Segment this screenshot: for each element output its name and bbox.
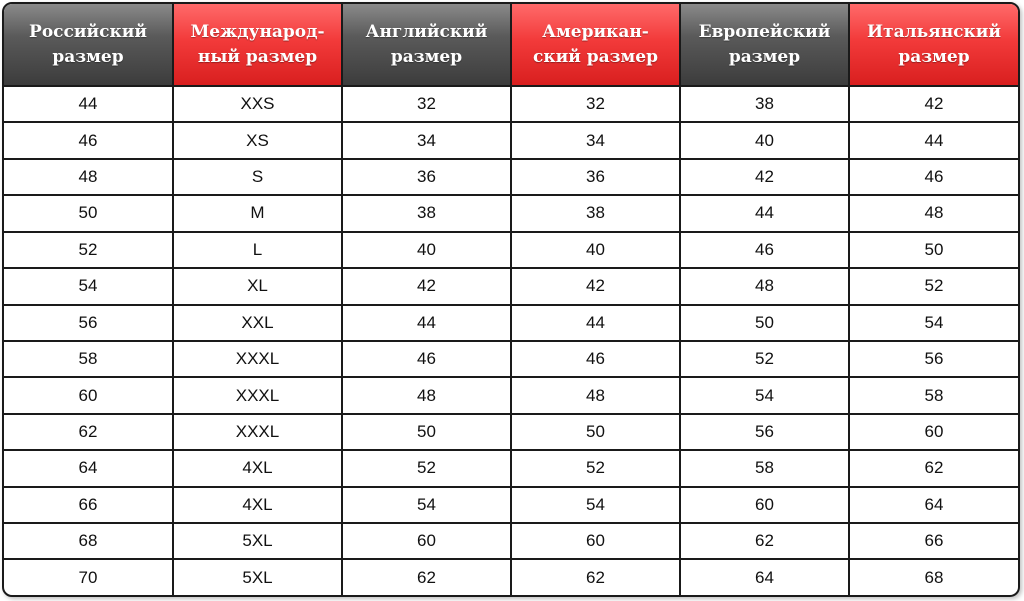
cell-italian: 58: [849, 377, 1018, 413]
cell-russian: 66: [4, 487, 173, 523]
table-row: [4, 122, 1018, 158]
cell-italian: 64: [849, 487, 1018, 523]
cell-american: 54: [511, 487, 680, 523]
cell-italian: 48: [849, 195, 1018, 231]
cell-italian: 52: [849, 268, 1018, 304]
cell-european: 64: [680, 559, 849, 595]
cell-english: 34: [342, 122, 511, 158]
cell-european: 42: [680, 159, 849, 195]
cell-european: 44: [680, 195, 849, 231]
size-chart-frame: [2, 2, 1020, 597]
cell-russian: 60: [4, 377, 173, 413]
cell-international: XS: [173, 122, 342, 158]
cell-european: 60: [680, 487, 849, 523]
cell-international: XXXL: [173, 414, 342, 450]
cell-english: 62: [342, 559, 511, 595]
cell-english: 48: [342, 377, 511, 413]
table-row: [4, 450, 1018, 486]
cell-american: 52: [511, 450, 680, 486]
cell-international: 5XL: [173, 559, 342, 595]
cell-italian: 42: [849, 86, 1018, 122]
cell-english: 52: [342, 450, 511, 486]
table-row: [4, 305, 1018, 341]
cell-italian: 44: [849, 122, 1018, 158]
table-row: [4, 232, 1018, 268]
cell-russian: 54: [4, 268, 173, 304]
cell-american: 32: [511, 86, 680, 122]
table-row: [4, 341, 1018, 377]
cell-russian: 56: [4, 305, 173, 341]
size-conversion-table: [4, 4, 1018, 595]
table-row: [4, 86, 1018, 122]
cell-russian: 48: [4, 159, 173, 195]
header-italian-size: Итальянский размер: [849, 4, 1018, 86]
cell-european: 54: [680, 377, 849, 413]
cell-international: XXS: [173, 86, 342, 122]
cell-european: 58: [680, 450, 849, 486]
header-english-size: Английский размер: [342, 4, 511, 86]
header-european-size: Европейский размер: [680, 4, 849, 86]
cell-russian: 62: [4, 414, 173, 450]
table-row: [4, 523, 1018, 559]
cell-international: L: [173, 232, 342, 268]
cell-american: 36: [511, 159, 680, 195]
cell-russian: 46: [4, 122, 173, 158]
cell-american: 40: [511, 232, 680, 268]
cell-international: XXXL: [173, 341, 342, 377]
cell-english: 44: [342, 305, 511, 341]
cell-english: 38: [342, 195, 511, 231]
cell-international: 5XL: [173, 523, 342, 559]
cell-european: 46: [680, 232, 849, 268]
cell-international: 4XL: [173, 487, 342, 523]
cell-english: 32: [342, 86, 511, 122]
cell-american: 50: [511, 414, 680, 450]
cell-russian: 50: [4, 195, 173, 231]
header-american-size: Американ- ский размер: [511, 4, 680, 86]
cell-international: XXL: [173, 305, 342, 341]
cell-european: 50: [680, 305, 849, 341]
table-row: [4, 195, 1018, 231]
cell-european: 38: [680, 86, 849, 122]
cell-american: 42: [511, 268, 680, 304]
table-row: [4, 559, 1018, 595]
cell-american: 46: [511, 341, 680, 377]
cell-american: 34: [511, 122, 680, 158]
cell-english: 40: [342, 232, 511, 268]
cell-international: 4XL: [173, 450, 342, 486]
cell-italian: 50: [849, 232, 1018, 268]
cell-russian: 52: [4, 232, 173, 268]
table-body: [4, 86, 1018, 595]
cell-international: XXXL: [173, 377, 342, 413]
cell-russian: 58: [4, 341, 173, 377]
cell-european: 48: [680, 268, 849, 304]
cell-european: 62: [680, 523, 849, 559]
table-row: [4, 268, 1018, 304]
table-row: [4, 159, 1018, 195]
cell-russian: 44: [4, 86, 173, 122]
cell-american: 62: [511, 559, 680, 595]
cell-english: 46: [342, 341, 511, 377]
cell-russian: 68: [4, 523, 173, 559]
cell-italian: 60: [849, 414, 1018, 450]
header-russian-size: Российский размер: [4, 4, 173, 86]
cell-italian: 62: [849, 450, 1018, 486]
cell-russian: 70: [4, 559, 173, 595]
cell-english: 42: [342, 268, 511, 304]
cell-russian: 64: [4, 450, 173, 486]
cell-european: 52: [680, 341, 849, 377]
cell-american: 60: [511, 523, 680, 559]
cell-italian: 56: [849, 341, 1018, 377]
table-row: [4, 414, 1018, 450]
table-row: [4, 377, 1018, 413]
cell-english: 60: [342, 523, 511, 559]
cell-international: M: [173, 195, 342, 231]
header-row: [4, 4, 1018, 86]
cell-european: 40: [680, 122, 849, 158]
cell-american: 48: [511, 377, 680, 413]
cell-american: 38: [511, 195, 680, 231]
cell-italian: 46: [849, 159, 1018, 195]
cell-italian: 66: [849, 523, 1018, 559]
cell-european: 56: [680, 414, 849, 450]
cell-english: 36: [342, 159, 511, 195]
table-row: [4, 487, 1018, 523]
cell-american: 44: [511, 305, 680, 341]
cell-international: S: [173, 159, 342, 195]
cell-english: 50: [342, 414, 511, 450]
cell-italian: 54: [849, 305, 1018, 341]
header-international-size: Международ- ный размер: [173, 4, 342, 86]
cell-international: XL: [173, 268, 342, 304]
cell-italian: 68: [924, 567, 944, 587]
cell-english: 54: [342, 487, 511, 523]
